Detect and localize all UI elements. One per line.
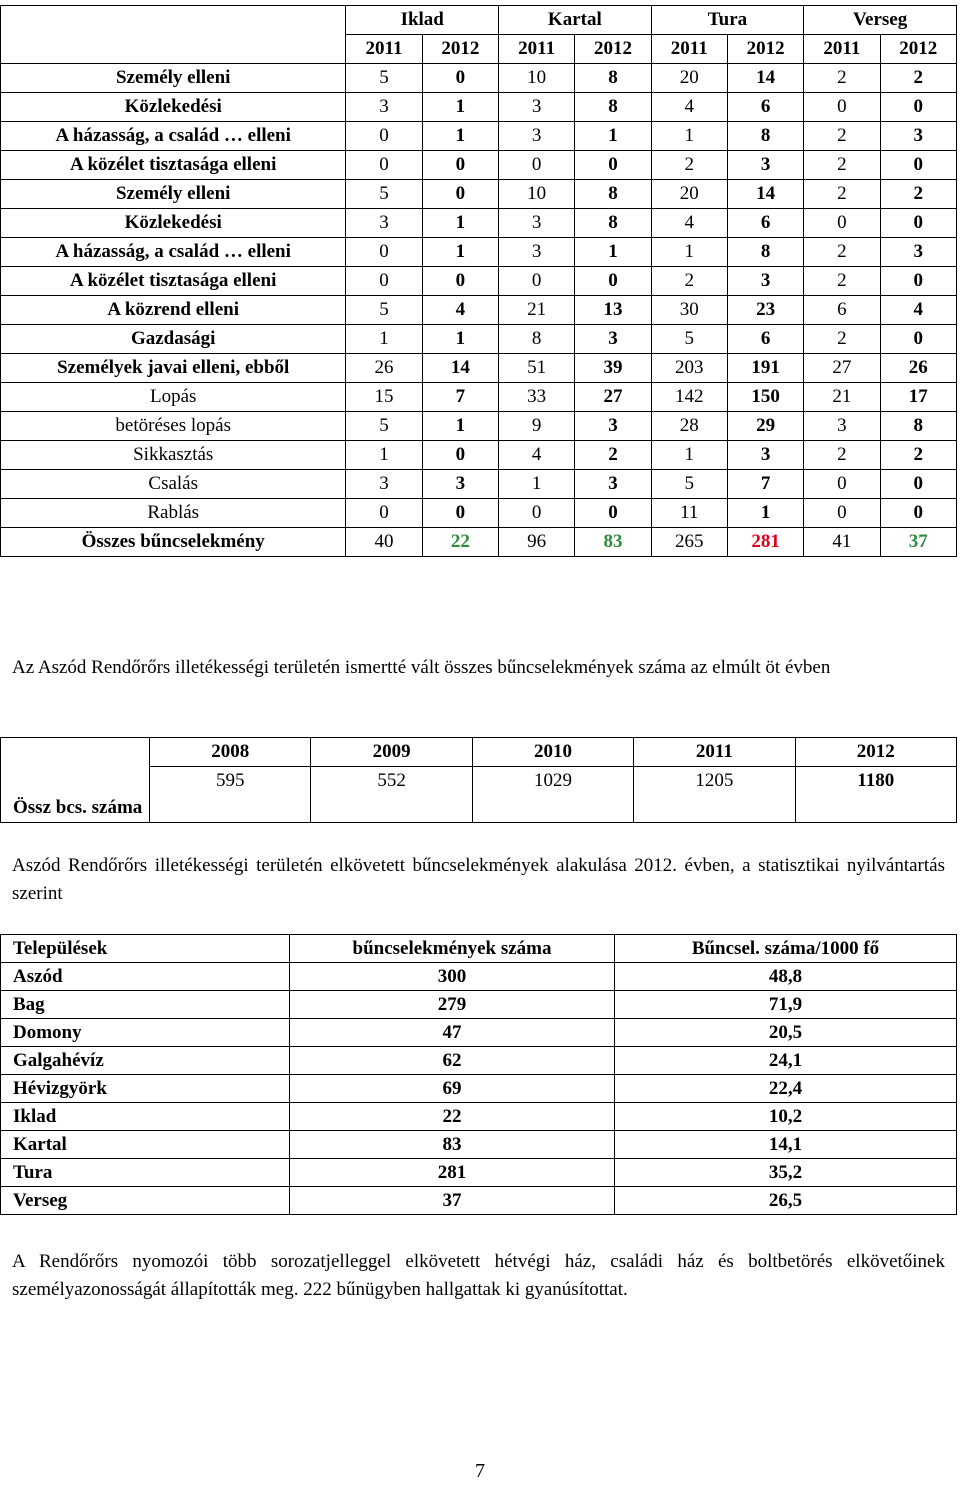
table-row <box>1 1019 957 1047</box>
cell-value: 17 <box>880 383 956 412</box>
cell-value: 1 <box>575 238 651 267</box>
cell-value: 265 <box>651 528 727 557</box>
cell-value: 2 <box>880 180 956 209</box>
table-row <box>1 325 957 354</box>
cell-value: 4 <box>499 441 575 470</box>
cell-value: 0 <box>804 470 880 499</box>
row-label: Összes bűncselekmény <box>1 528 346 557</box>
cell-value: 3 <box>422 470 498 499</box>
cell-value: 0 <box>499 267 575 296</box>
cell-value: 0 <box>422 441 498 470</box>
crime-rate: 20,5 <box>615 1019 957 1047</box>
crime-rate: 22,4 <box>615 1075 957 1103</box>
cell-value: 8 <box>880 412 956 441</box>
cell-value: 23 <box>727 296 803 325</box>
cell-value: 39 <box>575 354 651 383</box>
cell-value: 3 <box>346 93 422 122</box>
cell-value: 2 <box>804 122 880 151</box>
cell-value: 26 <box>346 354 422 383</box>
cell-value: 14 <box>727 180 803 209</box>
crime-count: 300 <box>290 963 615 991</box>
cell-value: 3 <box>499 238 575 267</box>
cell-value: 8 <box>727 238 803 267</box>
total-value: 1205 <box>634 767 795 823</box>
cell-value: 5 <box>346 64 422 93</box>
cell-value: 15 <box>346 383 422 412</box>
cell-value: 1 <box>651 238 727 267</box>
crime-rate: 14,1 <box>615 1131 957 1159</box>
town-header: Iklad <box>346 6 499 35</box>
cell-value: 0 <box>575 267 651 296</box>
cell-value: 5 <box>346 412 422 441</box>
cell-value: 0 <box>422 64 498 93</box>
cell-value: 8 <box>499 325 575 354</box>
row-label: A közélet tisztasága elleni <box>1 151 346 180</box>
cell-value: 0 <box>804 499 880 528</box>
cell-value: 14 <box>727 64 803 93</box>
table-row <box>1 267 957 296</box>
crime-rate: 26,5 <box>615 1187 957 1215</box>
crime-count: 37 <box>290 1187 615 1215</box>
cell-value: 3 <box>575 470 651 499</box>
cell-value: 3 <box>575 325 651 354</box>
row-label: Gazdasági <box>1 325 346 354</box>
settlements-table <box>0 934 957 1215</box>
cell-value: 0 <box>880 209 956 238</box>
cell-value: 2 <box>804 151 880 180</box>
cell-value: 5 <box>651 325 727 354</box>
cell-value: 0 <box>880 151 956 180</box>
crime-rate: 24,1 <box>615 1047 957 1075</box>
row-label: Személy elleni <box>1 180 346 209</box>
cell-value: 6 <box>727 325 803 354</box>
cell-value: 0 <box>499 151 575 180</box>
table-row <box>1 499 957 528</box>
row-label: betöréses lopás <box>1 412 346 441</box>
settlement-name: Verseg <box>1 1187 290 1215</box>
cell-value: 7 <box>727 470 803 499</box>
crime-count: 62 <box>290 1047 615 1075</box>
crime-rate: 48,8 <box>615 963 957 991</box>
settlement-name: Aszód <box>1 963 290 991</box>
table-row <box>1 1159 957 1187</box>
cell-value: 3 <box>727 151 803 180</box>
settlement-name: Galgahévíz <box>1 1047 290 1075</box>
cell-value: 27 <box>575 383 651 412</box>
cell-value: 1 <box>422 93 498 122</box>
crime-count: 281 <box>290 1159 615 1187</box>
total-year-header: 2012 <box>795 738 956 767</box>
table-row <box>1 151 957 180</box>
cell-value: 3 <box>727 267 803 296</box>
table-row <box>1 963 957 991</box>
total-year-header: 2011 <box>634 738 795 767</box>
table-row <box>1 93 957 122</box>
cell-value: 3 <box>499 209 575 238</box>
cell-value: 281 <box>727 528 803 557</box>
cell-value: 0 <box>422 267 498 296</box>
cell-value: 8 <box>727 122 803 151</box>
year-header: 2012 <box>422 35 498 64</box>
table-row <box>1 383 957 412</box>
crime-count: 22 <box>290 1103 615 1131</box>
cell-value: 3 <box>880 122 956 151</box>
cell-value: 40 <box>346 528 422 557</box>
row-label: A közélet tisztasága elleni <box>1 267 346 296</box>
table-row <box>1 122 957 151</box>
year-header: 2012 <box>727 35 803 64</box>
table-row <box>1 991 957 1019</box>
cell-value: 1 <box>651 441 727 470</box>
cell-value: 2 <box>804 180 880 209</box>
table-row <box>1 1047 957 1075</box>
cell-value: 20 <box>651 64 727 93</box>
cell-value: 1 <box>575 122 651 151</box>
table-row <box>1 296 957 325</box>
settlement-name: Tura <box>1 1159 290 1187</box>
crime-rate: 71,9 <box>615 991 957 1019</box>
crime-rate: 10,2 <box>615 1103 957 1131</box>
crime-rate: 35,2 <box>615 1159 957 1187</box>
total-year-header: 2008 <box>150 738 311 767</box>
cell-value: 1 <box>499 470 575 499</box>
cell-value: 11 <box>651 499 727 528</box>
cell-value: 1 <box>422 325 498 354</box>
cell-value: 4 <box>880 296 956 325</box>
cell-value: 2 <box>804 441 880 470</box>
town-header: Kartal <box>499 6 652 35</box>
town-header: Verseg <box>804 6 957 35</box>
crime-count: 83 <box>290 1131 615 1159</box>
cell-value: 22 <box>422 528 498 557</box>
table-row <box>1 470 957 499</box>
cell-value: 1 <box>422 122 498 151</box>
cell-value: 6 <box>727 93 803 122</box>
cell-value: 2 <box>804 325 880 354</box>
table-row <box>1 1131 957 1159</box>
settlements-header: bűncselekmények száma <box>290 935 615 963</box>
cell-value: 3 <box>499 122 575 151</box>
cell-value: 14 <box>422 354 498 383</box>
cell-value: 10 <box>499 64 575 93</box>
cell-value: 0 <box>575 151 651 180</box>
cell-value: 1 <box>346 325 422 354</box>
cell-value: 6 <box>727 209 803 238</box>
cell-value: 7 <box>422 383 498 412</box>
total-value: 1180 <box>795 767 956 823</box>
crime-count: 69 <box>290 1075 615 1103</box>
cell-value: 3 <box>727 441 803 470</box>
total-value: 595 <box>150 767 311 823</box>
town-header: Tura <box>651 6 804 35</box>
cell-value: 2 <box>575 441 651 470</box>
cell-value: 0 <box>346 499 422 528</box>
cell-value: 0 <box>422 151 498 180</box>
year-header: 2011 <box>346 35 422 64</box>
cell-value: 191 <box>727 354 803 383</box>
cell-value: 28 <box>651 412 727 441</box>
cell-value: 3 <box>880 238 956 267</box>
cell-value: 5 <box>651 470 727 499</box>
total-crimes-table <box>0 737 957 823</box>
row-label: A házasság, a család … elleni <box>1 238 346 267</box>
table-row <box>1 209 957 238</box>
row-label: Lopás <box>1 383 346 412</box>
cell-value: 4 <box>422 296 498 325</box>
cell-value: 29 <box>727 412 803 441</box>
page-number: 7 <box>475 1460 485 1482</box>
cell-value: 37 <box>880 528 956 557</box>
cell-value: 41 <box>804 528 880 557</box>
settlement-name: Domony <box>1 1019 290 1047</box>
settlements-header: Települések <box>1 935 290 963</box>
cell-value: 5 <box>346 180 422 209</box>
year-header: 2012 <box>880 35 956 64</box>
cell-value: 203 <box>651 354 727 383</box>
total-value: 552 <box>311 767 472 823</box>
cell-value: 0 <box>346 122 422 151</box>
settlements-header: Bűncsel. száma/1000 fő <box>615 935 957 963</box>
table-row <box>1 180 957 209</box>
cell-value: 20 <box>651 180 727 209</box>
row-label: A közrend elleni <box>1 296 346 325</box>
total-value: 1029 <box>472 767 633 823</box>
cell-value: 8 <box>575 180 651 209</box>
table-row <box>1 1187 957 1215</box>
row-label: Közlekedési <box>1 209 346 238</box>
cell-value: 0 <box>880 470 956 499</box>
crime-count: 279 <box>290 991 615 1019</box>
total-crimes-label: Össz bcs. száma <box>1 738 150 823</box>
cell-value: 5 <box>346 296 422 325</box>
table-row <box>1 354 957 383</box>
year-header: 2011 <box>804 35 880 64</box>
cell-value: 13 <box>575 296 651 325</box>
cell-value: 0 <box>880 267 956 296</box>
crime-statistics-table <box>0 5 957 557</box>
table-row <box>1 238 957 267</box>
cell-value: 9 <box>499 412 575 441</box>
cell-value: 0 <box>422 180 498 209</box>
cell-value: 0 <box>804 93 880 122</box>
cell-value: 2 <box>880 64 956 93</box>
cell-value: 6 <box>804 296 880 325</box>
cell-value: 142 <box>651 383 727 412</box>
year-header: 2011 <box>499 35 575 64</box>
settlement-name: Hévizgyörk <box>1 1075 290 1103</box>
settlement-name: Kartal <box>1 1131 290 1159</box>
cell-value: 30 <box>651 296 727 325</box>
cell-value: 2 <box>804 267 880 296</box>
cell-value: 0 <box>880 499 956 528</box>
cell-value: 1 <box>422 412 498 441</box>
cell-value: 3 <box>804 412 880 441</box>
year-header: 2012 <box>575 35 651 64</box>
total-year-header: 2010 <box>472 738 633 767</box>
table-row <box>1 528 957 557</box>
cell-value: 0 <box>804 209 880 238</box>
cell-value: 83 <box>575 528 651 557</box>
cell-value: 0 <box>880 325 956 354</box>
cell-value: 10 <box>499 180 575 209</box>
cell-value: 4 <box>651 93 727 122</box>
cell-value: 27 <box>804 354 880 383</box>
cell-value: 2 <box>804 238 880 267</box>
paragraph-investigation: A Rendőrőrs nyomozói több sorozatjelleggel elkövetett hétvégi ház, családi ház és boltbetörés elkövetőinek személyazonosságát állapították meg. 222 bűnügyben hallgattak ki gyanúsítottat. <box>12 1251 945 1300</box>
cell-value: 150 <box>727 383 803 412</box>
table-row <box>1 441 957 470</box>
row-label: Csalás <box>1 470 346 499</box>
cell-value: 8 <box>575 93 651 122</box>
row-label: A házasság, a család … elleni <box>1 122 346 151</box>
cell-value: 1 <box>422 209 498 238</box>
total-year-header: 2009 <box>311 738 472 767</box>
cell-value: 0 <box>499 499 575 528</box>
cell-value: 0 <box>422 499 498 528</box>
row-label: Közlekedési <box>1 93 346 122</box>
table-row <box>1 1075 957 1103</box>
cell-value: 0 <box>346 151 422 180</box>
cell-value: 51 <box>499 354 575 383</box>
cell-value: 2 <box>804 64 880 93</box>
row-label: Rablás <box>1 499 346 528</box>
cell-value: 2 <box>651 151 727 180</box>
cell-value: 1 <box>727 499 803 528</box>
cell-value: 26 <box>880 354 956 383</box>
cell-value: 21 <box>804 383 880 412</box>
cell-value: 1 <box>651 122 727 151</box>
cell-value: 3 <box>575 412 651 441</box>
cell-value: 0 <box>346 267 422 296</box>
cell-value: 2 <box>880 441 956 470</box>
cell-value: 3 <box>346 470 422 499</box>
cell-value: 8 <box>575 64 651 93</box>
row-label: Személy elleni <box>1 64 346 93</box>
row-label: Sikkasztás <box>1 441 346 470</box>
cell-value: 1 <box>346 441 422 470</box>
header-corner <box>1 6 346 64</box>
settlement-name: Bag <box>1 991 290 1019</box>
table-row <box>1 412 957 441</box>
cell-value: 8 <box>575 209 651 238</box>
cell-value: 0 <box>880 93 956 122</box>
paragraph-total-crimes-intro: Az Aszód Rendőrőrs illetékességi területén ismertté vált összes bűncselekmények száma az elmúlt öt évben <box>12 657 831 678</box>
paragraph-settlements-intro: Aszód Rendőrőrs illetékességi területén elkövetett bűncselekmények alakulása 2012. évben, a statisztikai nyilvántartás szerint <box>12 855 945 904</box>
cell-value: 1 <box>422 238 498 267</box>
row-label: Személyek javai elleni, ebből <box>1 354 346 383</box>
table-row <box>1 64 957 93</box>
cell-value: 4 <box>651 209 727 238</box>
crime-count: 47 <box>290 1019 615 1047</box>
settlement-name: Iklad <box>1 1103 290 1131</box>
cell-value: 2 <box>651 267 727 296</box>
cell-value: 0 <box>346 238 422 267</box>
table-row <box>1 1103 957 1131</box>
year-header: 2011 <box>651 35 727 64</box>
cell-value: 21 <box>499 296 575 325</box>
cell-value: 3 <box>346 209 422 238</box>
cell-value: 0 <box>575 499 651 528</box>
cell-value: 3 <box>499 93 575 122</box>
cell-value: 33 <box>499 383 575 412</box>
cell-value: 96 <box>499 528 575 557</box>
